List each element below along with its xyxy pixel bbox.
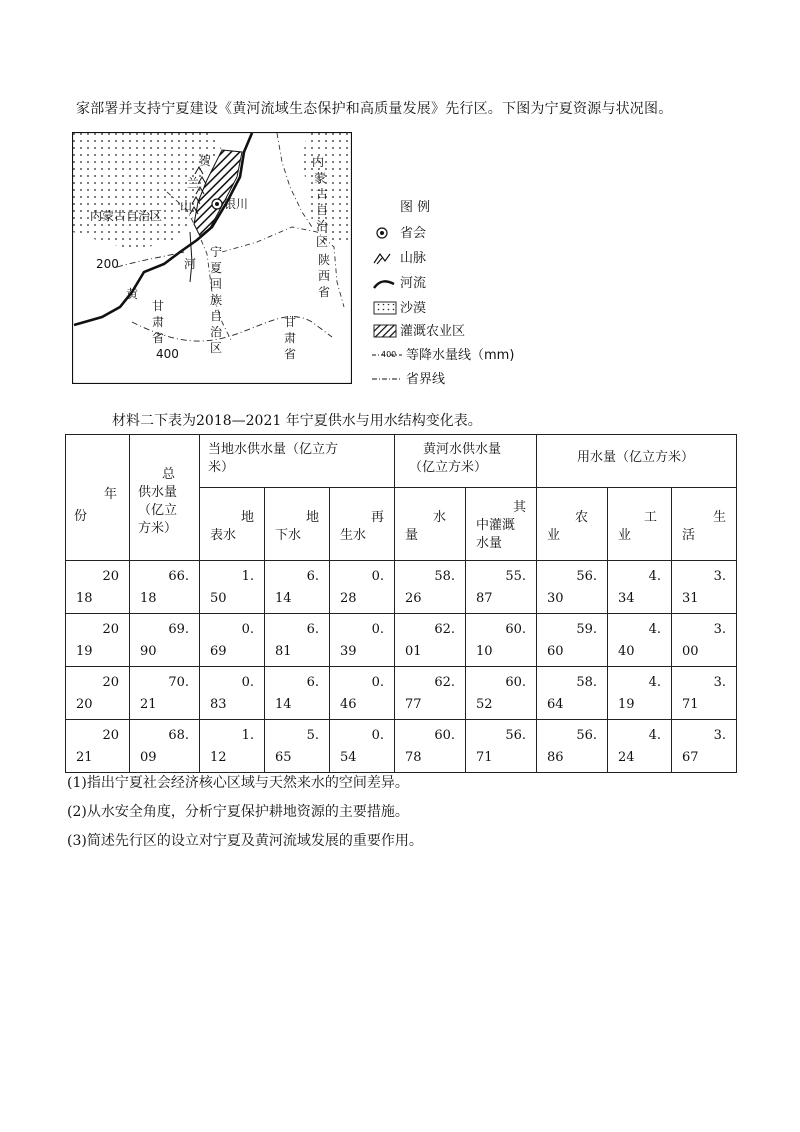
cell-value-bottom: 20 bbox=[76, 697, 93, 712]
label-shaanxi-3: 省 bbox=[318, 285, 331, 299]
legend-river-label: 河流 bbox=[400, 276, 427, 291]
table-cell bbox=[466, 720, 537, 773]
label-nx-6: 治 bbox=[210, 325, 223, 339]
cell-value-bottom: 21 bbox=[76, 750, 93, 765]
cell-value-top: 56. bbox=[576, 728, 598, 743]
cell-value-top: 3. bbox=[713, 675, 727, 690]
cell-value-top: 0. bbox=[371, 622, 385, 637]
table-row bbox=[66, 667, 737, 720]
sub-yr-total-a: 水 bbox=[433, 510, 447, 525]
label-lan: 兰 bbox=[187, 176, 200, 190]
question-3: (3)简述先行区的设立对宁夏及黄河流域发展的重要作用。 bbox=[67, 833, 423, 849]
cell-value-bottom: 09 bbox=[140, 750, 157, 765]
sub-agri bbox=[537, 488, 608, 561]
cell-value-bottom: 01 bbox=[405, 644, 422, 659]
sub-life-a: 生 bbox=[713, 510, 727, 525]
cell-value-bottom: 78 bbox=[405, 750, 422, 765]
label-nx-7: 区 bbox=[210, 341, 223, 355]
cell-value-bottom: 71 bbox=[682, 697, 699, 712]
question-1: (1)指出宁夏社会经济核心区域与天然来水的空间差异。 bbox=[67, 775, 409, 791]
cell-value-bottom: 34 bbox=[618, 591, 635, 606]
cell-value-top: 55. bbox=[505, 569, 527, 584]
cell-value-bottom: 46 bbox=[340, 697, 357, 712]
label-gansu-l1: 甘 bbox=[152, 299, 165, 313]
cell-value-bottom: 60 bbox=[547, 644, 564, 659]
table-row bbox=[66, 720, 737, 773]
table-cell bbox=[608, 614, 672, 667]
table-cell bbox=[466, 667, 537, 720]
cell-value-top: 0. bbox=[241, 675, 254, 690]
header-year bbox=[66, 435, 130, 561]
table-cell bbox=[608, 720, 672, 773]
label-gansu-r3: 省 bbox=[284, 347, 297, 361]
label-nx-5: 自 bbox=[210, 309, 223, 323]
header-yellow-a: 黄河水供水量 bbox=[423, 442, 502, 457]
table-cell bbox=[672, 720, 737, 773]
table-cell bbox=[130, 720, 200, 773]
cell-value-bottom: 40 bbox=[618, 644, 635, 659]
sub-life bbox=[672, 488, 737, 561]
label-gansu-r1: 甘 bbox=[284, 315, 297, 329]
table-cell bbox=[608, 667, 672, 720]
sub-surface-a: 地 bbox=[240, 510, 254, 525]
cell-value-top: 4. bbox=[648, 569, 662, 584]
cell-value-bottom: 18 bbox=[76, 591, 93, 606]
desert-icon bbox=[374, 302, 396, 314]
table-cell bbox=[200, 614, 265, 667]
cell-value-top: 58. bbox=[434, 569, 456, 584]
table-cell bbox=[130, 561, 200, 614]
legend-mountain-label: 山脉 bbox=[400, 251, 427, 266]
cell-value-bottom: 21 bbox=[140, 697, 157, 712]
label-nx-3: 回 bbox=[210, 277, 223, 291]
label-nmg-r4: 自 bbox=[316, 203, 329, 217]
cell-value-top: 66. bbox=[168, 569, 189, 584]
cell-value-top: 4. bbox=[648, 675, 662, 690]
table-cell bbox=[466, 614, 537, 667]
legend-desert-label: 沙漠 bbox=[400, 301, 427, 316]
sub-agri-a: 农 bbox=[575, 510, 589, 525]
header-use-a: 用水量（亿立方米） bbox=[577, 450, 695, 465]
cell-value-top: 20 bbox=[102, 728, 119, 743]
sub-surface-b: 表水 bbox=[210, 528, 237, 543]
cell-value-bottom: 65 bbox=[275, 750, 292, 765]
cell-value-top: 6. bbox=[306, 569, 319, 584]
label-he-river: 河 bbox=[184, 257, 197, 271]
water-table bbox=[65, 434, 737, 773]
cell-value-bottom: 18 bbox=[140, 591, 157, 606]
header-total-d: 方米） bbox=[138, 521, 178, 536]
header-local bbox=[200, 435, 395, 488]
cell-value-bottom: 26 bbox=[405, 591, 422, 606]
cell-value-bottom: 30 bbox=[547, 591, 564, 606]
sub-recycled bbox=[330, 488, 395, 561]
table-cell bbox=[66, 561, 130, 614]
label-nx-2: 夏 bbox=[210, 261, 223, 275]
sub-recycled-b: 生水 bbox=[340, 528, 367, 543]
sub-irr-a: 其 bbox=[513, 500, 527, 515]
cell-value-bottom: 64 bbox=[547, 697, 564, 712]
header-local-b: 米） bbox=[208, 460, 235, 475]
cell-value-top: 3. bbox=[713, 569, 727, 584]
cell-value-top: 4. bbox=[648, 728, 662, 743]
table-cell bbox=[330, 614, 395, 667]
table-cell bbox=[330, 561, 395, 614]
cell-value-top: 0. bbox=[371, 569, 385, 584]
cell-value-top: 1. bbox=[241, 728, 254, 743]
cell-value-top: 69. bbox=[168, 622, 189, 637]
sub-agri-b: 业 bbox=[547, 528, 561, 543]
sub-ind-a: 工 bbox=[644, 510, 658, 525]
cell-value-top: 3. bbox=[713, 728, 727, 743]
cell-value-top: 6. bbox=[306, 622, 319, 637]
table-caption: 材料二下表为2018—2021 年宁夏供水与用水结构变化表。 bbox=[112, 413, 482, 429]
sub-irr-c: 水量 bbox=[476, 536, 503, 551]
cell-value-top: 59. bbox=[576, 622, 598, 637]
cell-value-top: 0. bbox=[371, 728, 385, 743]
label-shaanxi-1: 陕 bbox=[318, 253, 331, 267]
sub-surface bbox=[200, 488, 265, 561]
label-iso-200: 200 bbox=[96, 257, 119, 271]
label-nmg-r1: 内 bbox=[312, 155, 325, 169]
sub-ground-a: 地 bbox=[305, 510, 319, 525]
table-cell bbox=[330, 720, 395, 773]
resource-map bbox=[72, 132, 352, 384]
cell-value-bottom: 19 bbox=[618, 697, 635, 712]
cell-value-top: 60. bbox=[434, 728, 456, 743]
sub-yr-total bbox=[395, 488, 466, 561]
cell-value-top: 6. bbox=[306, 675, 319, 690]
legend-title: 图 例 bbox=[400, 200, 431, 215]
cell-value-top: 70. bbox=[168, 675, 189, 690]
table-cell bbox=[537, 667, 608, 720]
table-cell bbox=[265, 614, 330, 667]
cell-value-top: 60. bbox=[505, 675, 527, 690]
cell-value-bottom: 24 bbox=[618, 750, 635, 765]
cell-value-top: 68. bbox=[168, 728, 189, 743]
table-cell bbox=[66, 720, 130, 773]
sub-ground-b: 下水 bbox=[275, 528, 302, 543]
cell-value-bottom: 10 bbox=[476, 644, 493, 659]
table-cell bbox=[200, 667, 265, 720]
label-gansu-l2: 肃 bbox=[152, 315, 165, 329]
table-cell bbox=[395, 614, 466, 667]
table-row bbox=[66, 614, 737, 667]
cell-value-bottom: 87 bbox=[476, 591, 493, 606]
cell-value-top: 4. bbox=[648, 622, 662, 637]
cell-value-bottom: 67 bbox=[682, 750, 699, 765]
cell-value-bottom: 28 bbox=[340, 591, 357, 606]
table-cell bbox=[130, 667, 200, 720]
table-cell bbox=[672, 667, 737, 720]
table-cell bbox=[265, 561, 330, 614]
cell-value-top: 56. bbox=[576, 569, 598, 584]
cell-value-bottom: 86 bbox=[547, 750, 564, 765]
mountain-icon bbox=[374, 254, 390, 264]
cell-value-top: 0. bbox=[241, 622, 254, 637]
cell-value-top: 56. bbox=[505, 728, 527, 743]
label-nmg-r5: 治 bbox=[316, 219, 329, 233]
label-gansu-r2: 肃 bbox=[284, 331, 297, 345]
sub-ind bbox=[608, 488, 672, 561]
cell-value-bottom: 31 bbox=[682, 591, 699, 606]
header-local-a: 当地水供水量（亿立方 bbox=[208, 442, 339, 457]
cell-value-bottom: 81 bbox=[275, 644, 292, 659]
cell-value-top: 62. bbox=[434, 622, 456, 637]
legend-isoline-label: 等降水量线（mm) bbox=[406, 348, 515, 363]
legend-capital-label: 省会 bbox=[400, 226, 427, 241]
cell-value-bottom: 14 bbox=[275, 591, 292, 606]
header-total bbox=[130, 435, 200, 561]
cell-value-bottom: 19 bbox=[76, 644, 93, 659]
cell-value-top: 3. bbox=[713, 622, 727, 637]
legend-isoline-marker: 400 bbox=[381, 350, 397, 359]
cell-value-bottom: 71 bbox=[476, 750, 493, 765]
capital-icon bbox=[377, 228, 387, 238]
header-total-c: （亿立 bbox=[138, 503, 178, 518]
table-cell bbox=[672, 614, 737, 667]
river-icon bbox=[374, 281, 394, 288]
label-nx-1: 宁 bbox=[210, 245, 223, 259]
table-cell bbox=[537, 720, 608, 773]
cell-value-top: 20 bbox=[102, 569, 119, 584]
legend-border-label: 省界线 bbox=[406, 372, 446, 387]
cell-value-top: 5. bbox=[306, 728, 319, 743]
header-yellow-b: （亿立方米） bbox=[409, 460, 488, 475]
table-cell bbox=[537, 561, 608, 614]
sub-ind-b: 业 bbox=[618, 528, 632, 543]
table-cell bbox=[200, 720, 265, 773]
cell-value-bottom: 00 bbox=[682, 644, 699, 659]
cell-value-top: 1. bbox=[241, 569, 254, 584]
table-cell bbox=[200, 561, 265, 614]
label-iso-400: 400 bbox=[156, 347, 179, 361]
label-shan: 山 bbox=[180, 199, 193, 213]
table-cell bbox=[265, 720, 330, 773]
header-yellow bbox=[395, 435, 537, 488]
cell-value-top: 60. bbox=[505, 622, 527, 637]
header-year-a: 年 bbox=[104, 487, 118, 502]
table-cell bbox=[265, 667, 330, 720]
label-shaanxi-2: 西 bbox=[318, 269, 331, 283]
label-gansu-l3: 省 bbox=[152, 331, 165, 345]
cell-value-bottom: 14 bbox=[275, 697, 292, 712]
table-cell bbox=[395, 667, 466, 720]
table-cell bbox=[66, 614, 130, 667]
sub-ground bbox=[265, 488, 330, 561]
table-cell bbox=[672, 561, 737, 614]
label-yinchuan: 银川 bbox=[224, 197, 249, 211]
sub-yr-total-b: 量 bbox=[405, 528, 419, 543]
cell-value-bottom: 54 bbox=[340, 750, 357, 765]
sub-life-b: 活 bbox=[682, 528, 696, 543]
sub-irr-b: 中灌溉 bbox=[476, 518, 516, 533]
cell-value-bottom: 90 bbox=[140, 644, 157, 659]
header-total-b: 供水量 bbox=[138, 485, 178, 500]
cell-value-bottom: 69 bbox=[210, 644, 227, 659]
label-nmg-r2: 蒙 bbox=[314, 171, 327, 185]
cell-value-bottom: 50 bbox=[210, 591, 227, 606]
header-total-a: 总 bbox=[162, 467, 176, 482]
cell-value-top: 0. bbox=[371, 675, 385, 690]
label-nx-4: 族 bbox=[210, 293, 223, 307]
table-cell bbox=[466, 561, 537, 614]
question-2: (2)从水安全角度，分析宁夏保护耕地资源的主要措施。 bbox=[67, 804, 409, 820]
table-cell bbox=[330, 667, 395, 720]
cell-value-bottom: 83 bbox=[210, 697, 227, 712]
table-cell bbox=[395, 720, 466, 773]
cell-value-bottom: 12 bbox=[210, 750, 227, 765]
cell-value-bottom: 77 bbox=[405, 697, 422, 712]
table-cell bbox=[537, 614, 608, 667]
cell-value-bottom: 52 bbox=[476, 697, 493, 712]
intro-text: 家部署并支持宁夏建设《黄河流域生态保护和高质量发展》先行区。下图为宁夏资源与状况图。 bbox=[76, 101, 673, 117]
label-nmg-r6: 区 bbox=[316, 235, 329, 249]
label-nmg-r3: 古 bbox=[316, 187, 329, 201]
label-huang: 黄 bbox=[126, 287, 139, 301]
cell-value-bottom: 39 bbox=[340, 644, 357, 659]
table-cell bbox=[608, 561, 672, 614]
table-cell bbox=[130, 614, 200, 667]
sub-recycled-a: 再 bbox=[371, 510, 385, 525]
cell-value-top: 58. bbox=[576, 675, 598, 690]
sub-irrigation bbox=[466, 488, 537, 561]
table-row bbox=[66, 561, 737, 614]
header-year-b: 份 bbox=[74, 509, 88, 524]
cell-value-top: 62. bbox=[434, 675, 456, 690]
table-cell bbox=[395, 561, 466, 614]
label-nmg-left: 内蒙古自治区 bbox=[90, 209, 163, 223]
irrigation-icon bbox=[374, 325, 396, 337]
cell-value-top: 20 bbox=[102, 675, 119, 690]
legend-irrigation-label: 灌溉农业区 bbox=[400, 324, 466, 339]
header-use bbox=[537, 435, 737, 488]
cell-value-top: 20 bbox=[102, 622, 119, 637]
map-legend bbox=[372, 198, 562, 388]
label-he: 贺 bbox=[199, 154, 212, 168]
table-cell bbox=[66, 667, 130, 720]
